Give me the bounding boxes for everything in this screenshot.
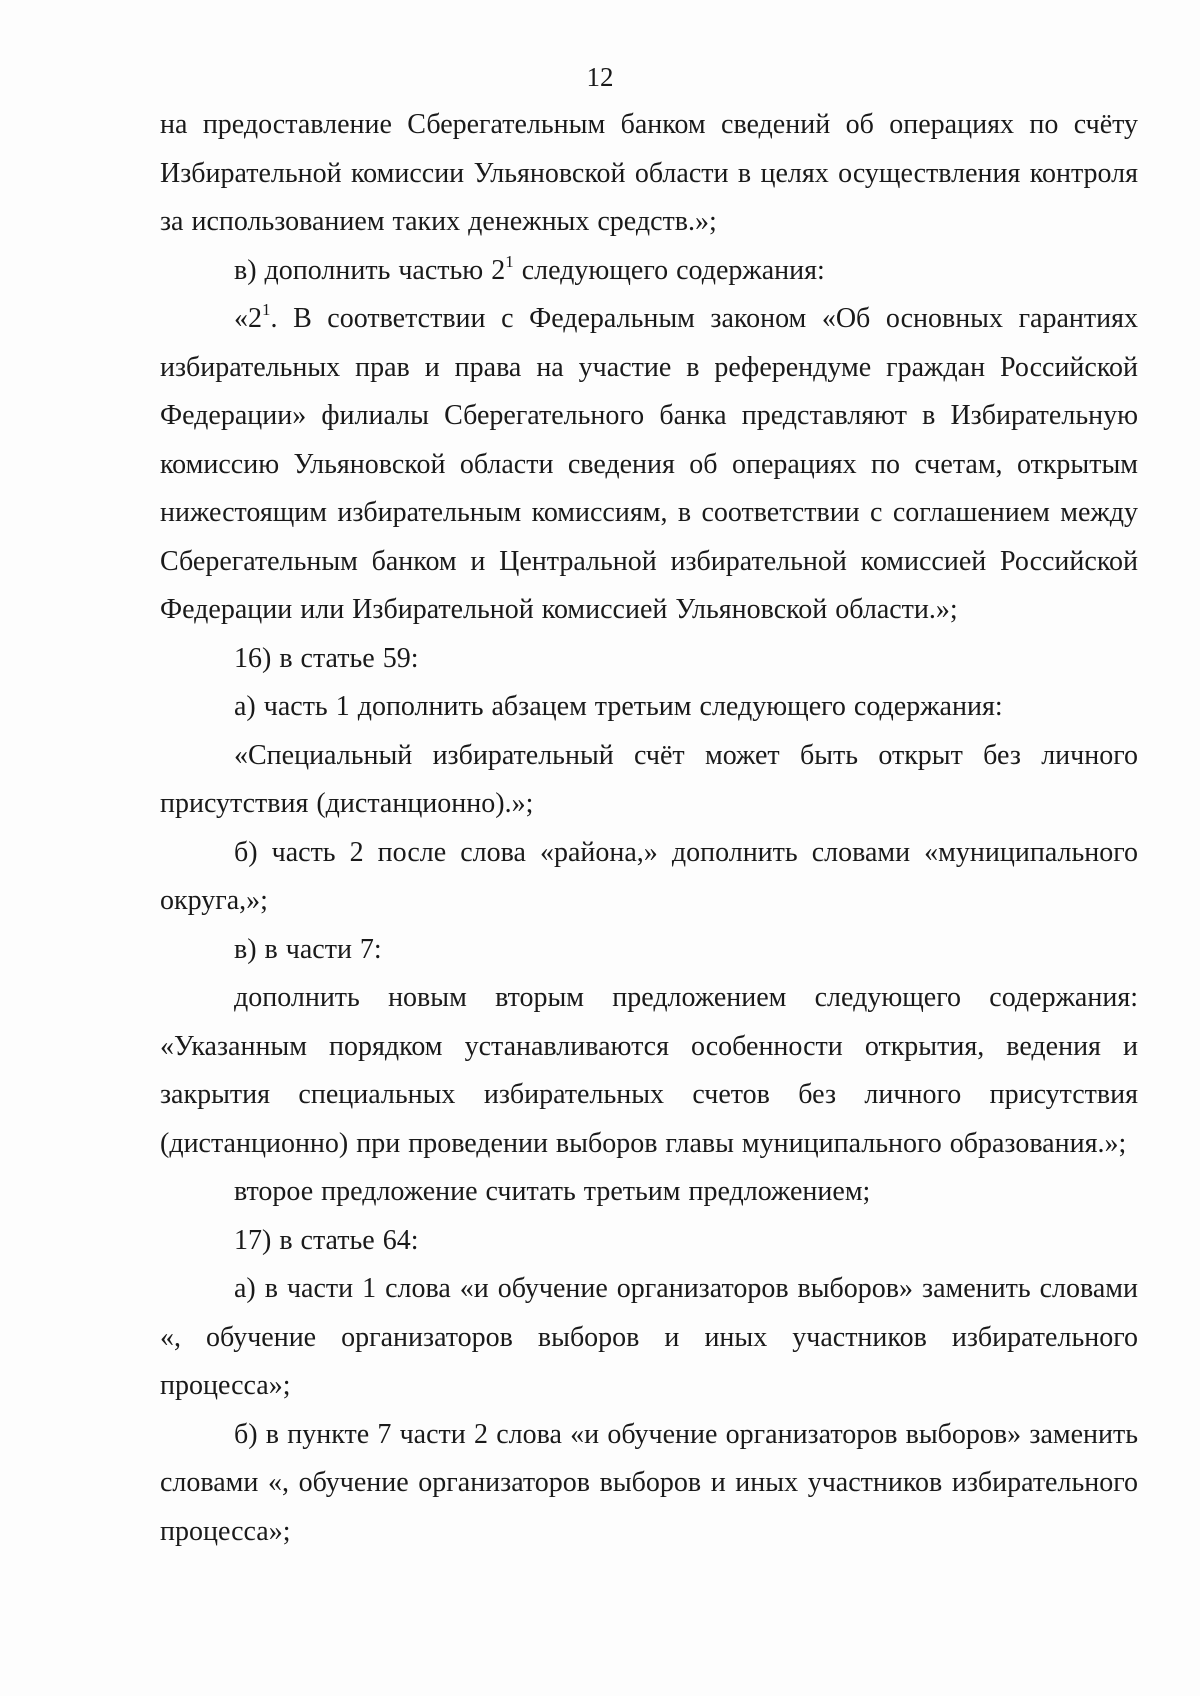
- paragraph-text: . В соответствии с Федеральным законом «Об основных гарантиях избирательных прав и права на участие в референдуме граждан Российской Федерации» филиалы Сберегательного банка представляют в Избирательную комиссию Ульяновской области сведения об операциях по счетам, открытым нижестоящим избирательным комиссиям, в соответствии с соглашением между Сберегательным банком и Центральной избирательной комиссией Российской Федерации или Избирательной комиссией Ульяновской области.»;: [160, 303, 1138, 625]
- paragraph-item-16: 16) в статье 59:: [234, 642, 419, 674]
- paragraph-quote-special-account: «Специальный избирательный счёт может быть открыт без личного присутствия (дистанционно).»;: [160, 739, 1138, 819]
- page-number: 12: [586, 62, 614, 92]
- paragraph-item-16a: а) часть 1 дополнить абзацем третьим следующего содержания:: [234, 691, 1003, 722]
- paragraph-text: «2: [234, 303, 262, 334]
- paragraph-item-17b: б) в пункте 7 части 2 слова «и обучение организаторов выборов» заменить словами «, обучение организаторов выборов и иных участников избирательного процесса»;: [160, 1418, 1138, 1547]
- superscript: 1: [505, 251, 514, 271]
- paragraph-amendment-v: [160, 247, 1138, 296]
- paragraph-item-16v: в) в части 7:: [234, 933, 382, 965]
- paragraph-continuation: на предоставление Сберегательным банком сведений об операциях по счёту Избирательной комиссии Ульяновской области в целях осуществления контроля за использованием таких денежных средств.»;: [160, 109, 1138, 237]
- paragraph-item-17a: а) в части 1 слова «и обучение организаторов выборов» заменить словами «, обучение организаторов выборов и иных участников избирательного процесса»;: [160, 1273, 1138, 1401]
- paragraph-item-17: 17) в статье 64:: [234, 1224, 419, 1256]
- paragraph-part-2-1: [160, 295, 1138, 635]
- paragraph-text: в) дополнить частью 2: [234, 254, 506, 286]
- paragraph-text: следующего содержания:: [513, 254, 825, 286]
- paragraph-item-16b: б) часть 2 после слова «района,» дополнить словами «муниципального округа,»;: [160, 836, 1138, 916]
- superscript: 1: [262, 300, 271, 319]
- paragraph-renumber-sentence: второе предложение считать третьим предложением;: [234, 1176, 871, 1207]
- paragraph-new-sentence: дополнить новым вторым предложением следующего содержания: «Указанным порядком устанавливаются особенности открытия, ведения и закрытия специальных избирательных счетов без личного присутствия (дистанционно) при проведении выборов главы муниципального образования.»;: [160, 982, 1138, 1159]
- document-body: [160, 101, 1138, 1556]
